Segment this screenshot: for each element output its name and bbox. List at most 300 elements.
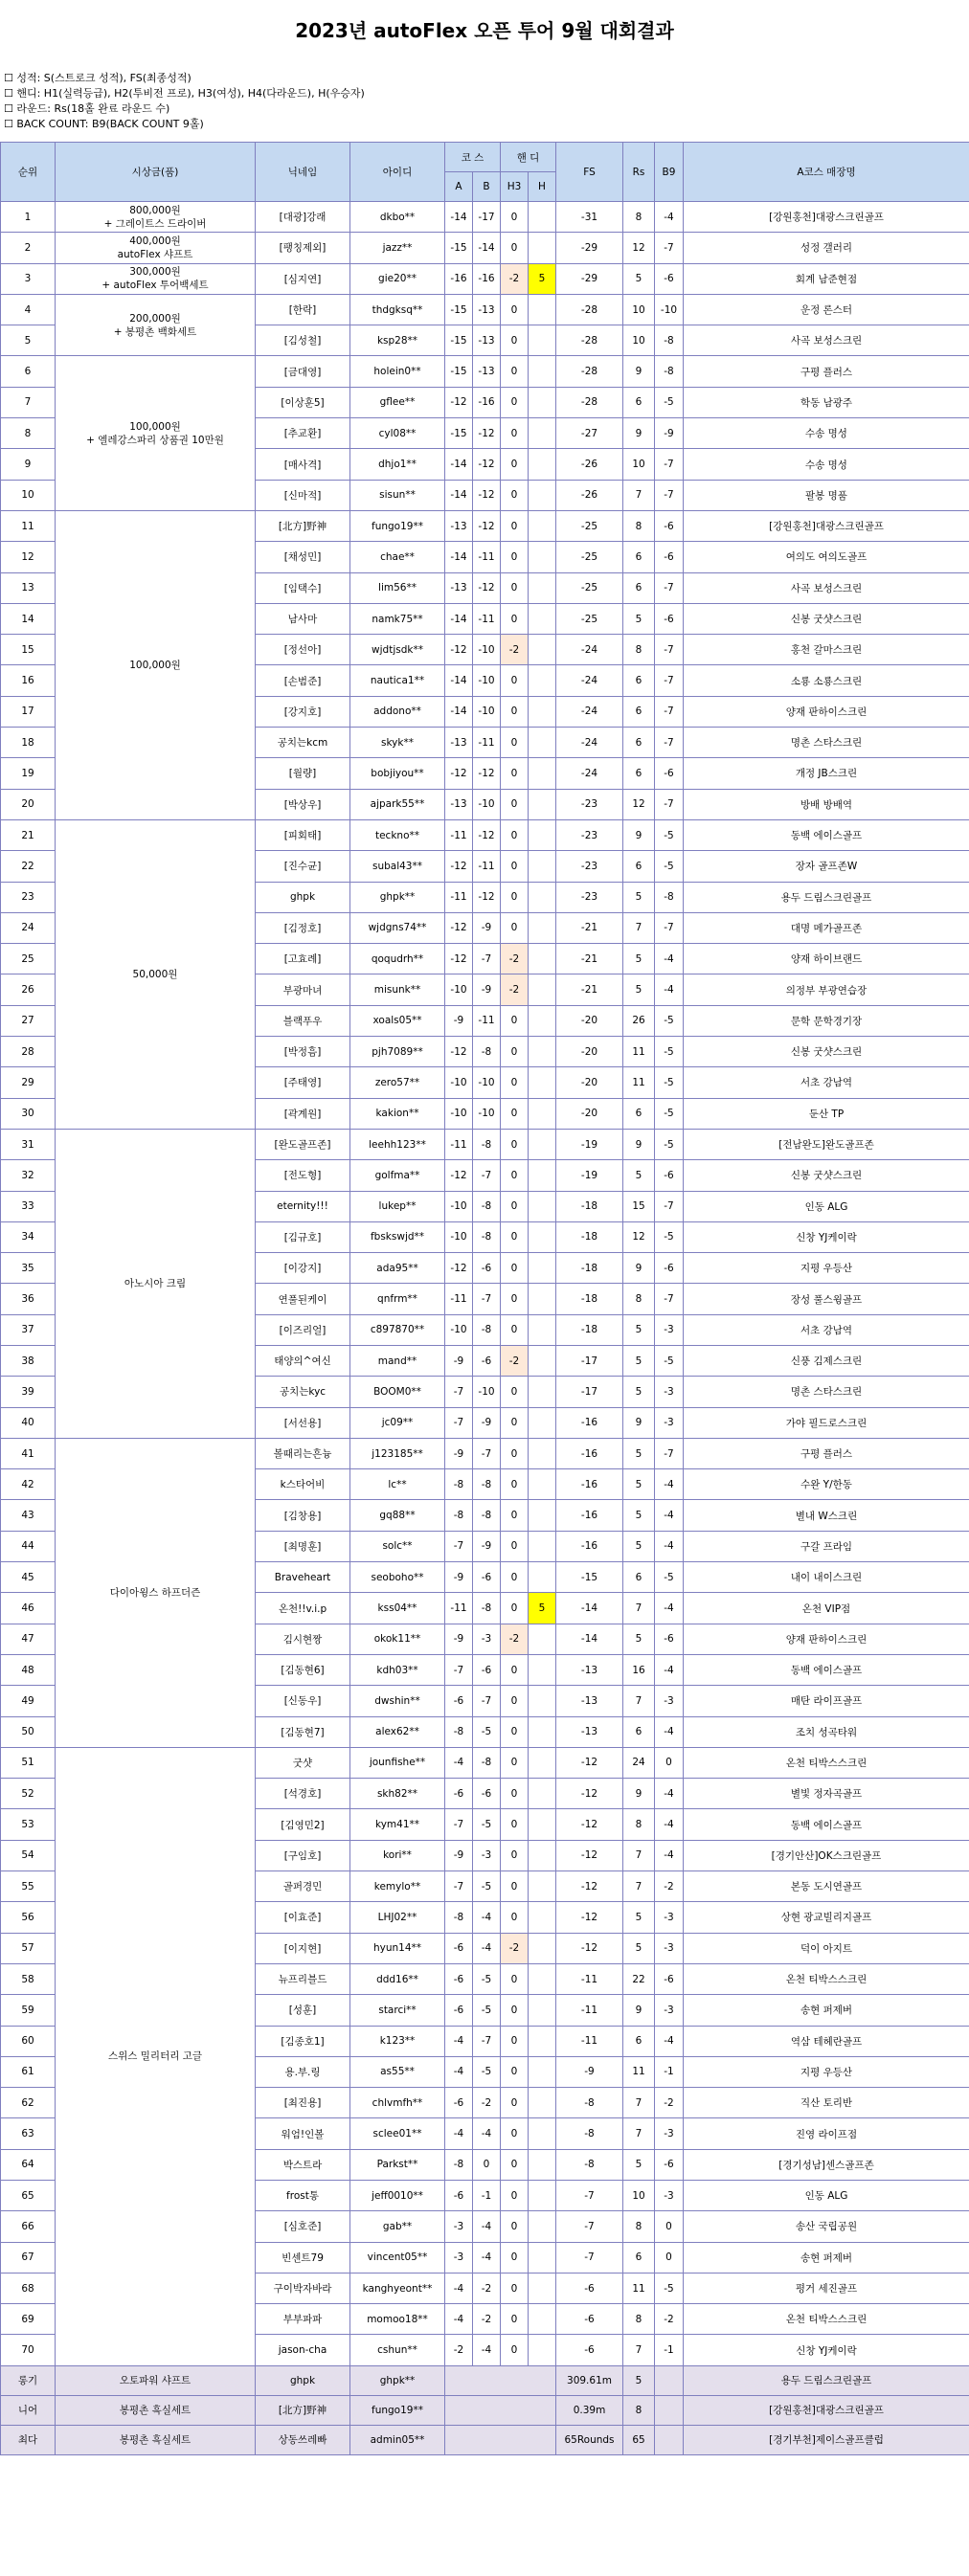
id-cell: mand** [350,1345,445,1376]
rounds-cell: 8 [623,2211,655,2242]
header-a: A [445,172,473,202]
final-score-cell: -23 [556,819,623,850]
rounds-cell: 6 [623,572,655,603]
backcount-cell: -4 [655,1469,684,1500]
score-b-cell: -17 [473,202,501,233]
backcount-cell: -4 [655,944,684,974]
handicap-h3-cell: 0 [501,728,529,758]
prize-cell: 아노시아 크림 [56,1129,256,1438]
handicap-h-cell [529,1160,556,1191]
score-b-cell: -11 [473,728,501,758]
rank-cell: 49 [1,1686,56,1716]
score-b-cell: -10 [473,665,501,696]
rank-cell: 40 [1,1407,56,1438]
score-a-cell: -12 [445,635,473,665]
nickname-cell: [박상우] [256,789,350,819]
nickname-cell: 공치는kcm [256,728,350,758]
rank-cell: 25 [1,944,56,974]
final-score-cell: -24 [556,728,623,758]
rounds-cell: 5 [623,603,655,634]
rounds-cell: 26 [623,1005,655,1036]
rounds-cell: 7 [623,1686,655,1716]
venue-cell: 송산 국립공원 [684,2211,969,2242]
backcount-cell: -6 [655,1253,684,1284]
score-a-cell: -6 [445,1963,473,1994]
rounds-cell: 6 [623,696,655,727]
nickname-cell: [전도형] [256,1160,350,1191]
score-b-cell: -12 [473,418,501,449]
handicap-h-cell [529,1284,556,1314]
note-rounds: ☐ 라운드: Rs(18홀 완료 라운드 수) [4,102,170,115]
score-a-cell: -7 [445,1407,473,1438]
handicap-h-cell [529,974,556,1005]
venue-cell: 명촌 스타스크린 [684,728,969,758]
score-b-cell: -2 [473,2273,501,2303]
rank-cell: 4 [1,294,56,325]
rounds-cell: 6 [623,1098,655,1129]
score-a-cell: -12 [445,758,473,789]
venue-cell: 동백 에이스골프 [684,1809,969,1840]
handicap-h-cell [529,696,556,727]
award-label-cell: 최다 [1,2425,56,2454]
score-b-cell: -10 [473,789,501,819]
handicap-h-cell [529,789,556,819]
header-rank: 순위 [1,143,56,202]
final-score-cell: -12 [556,1779,623,1809]
final-score-cell: -18 [556,1221,623,1252]
handicap-h-cell [529,1005,556,1036]
score-b-cell: -8 [473,1129,501,1159]
id-cell: okok11** [350,1624,445,1654]
id-cell: alex62** [350,1716,445,1747]
score-a-cell: -3 [445,2242,473,2273]
rounds-cell: 16 [623,1654,655,1685]
id-cell: subal43** [350,851,445,882]
handicap-h-cell [529,665,556,696]
id-cell: hyun14** [350,1933,445,1963]
venue-cell: 인동 ALG [684,2181,969,2211]
score-a-cell: -16 [445,263,473,294]
score-a-cell: -8 [445,1500,473,1531]
nickname-cell: [완도골프존] [256,1129,350,1159]
handicap-h-cell [529,387,556,417]
id-cell: ajpark55** [350,789,445,819]
score-b-cell: -12 [473,510,501,541]
rank-cell: 35 [1,1253,56,1284]
final-score-cell: -7 [556,2181,623,2211]
header-h3: H3 [501,172,529,202]
score-b-cell: -9 [473,1407,501,1438]
backcount-cell: -7 [655,233,684,263]
nickname-cell: 워엄!인볼 [256,2118,350,2149]
score-a-cell: -8 [445,1469,473,1500]
rounds-cell: 15 [623,1191,655,1221]
nickname-cell: [강지호] [256,696,350,727]
handicap-h3-cell: 0 [501,1562,529,1593]
score-a-cell: -12 [445,944,473,974]
rounds-cell: 22 [623,1963,655,1994]
backcount-cell: -5 [655,1067,684,1098]
handicap-h-cell [529,851,556,882]
handicap-h-cell [529,1933,556,1963]
venue-cell: 신봉 굿샷스크린 [684,603,969,634]
handicap-h3-cell: 0 [501,789,529,819]
nickname-cell: [김동현6] [256,1654,350,1685]
score-b-cell: -10 [473,696,501,727]
handicap-h3-cell: 0 [501,418,529,449]
nickname-cell: [고효례] [256,944,350,974]
id-cell: skh82** [350,1779,445,1809]
final-score-cell: -14 [556,1593,623,1624]
rounds-cell: 9 [623,1995,655,2026]
award-nickname-cell: 상동쓰레빠 [256,2425,350,2454]
table-row [1,1129,969,1159]
score-b-cell: -8 [473,1747,501,1778]
handicap-h3-cell: 0 [501,819,529,850]
rank-cell: 38 [1,1345,56,1376]
id-cell: chlvmfh** [350,2088,445,2118]
venue-cell: 신봉 굿샷스크린 [684,1037,969,1067]
backcount-cell: -4 [655,1531,684,1561]
handicap-h3-cell: 0 [501,1747,529,1778]
id-cell: Parkst** [350,2149,445,2180]
nickname-cell: [손범준] [256,665,350,696]
score-b-cell: -8 [473,1469,501,1500]
rounds-cell: 11 [623,1037,655,1067]
header-fs: FS [556,143,623,202]
nickname-cell: 김시현짱 [256,1624,350,1654]
nickname-cell: 빈센트79 [256,2242,350,2273]
final-score-cell: -12 [556,1840,623,1870]
backcount-cell: -6 [655,510,684,541]
handicap-h-cell [529,1191,556,1221]
score-b-cell: -5 [473,1871,501,1902]
handicap-h3-cell: 0 [501,294,529,325]
score-a-cell: -11 [445,1129,473,1159]
score-b-cell: -8 [473,1191,501,1221]
handicap-h-cell [529,1654,556,1685]
score-b-cell: -14 [473,233,501,263]
rank-cell: 62 [1,2088,56,2118]
handicap-h-cell [529,1963,556,1994]
nickname-cell: 온천!!v.i.p [256,1593,350,1624]
backcount-cell: -1 [655,2056,684,2087]
backcount-cell: -7 [655,789,684,819]
id-cell: zero57** [350,1067,445,1098]
score-a-cell: -10 [445,1098,473,1129]
nickname-cell: [김창용] [256,1500,350,1531]
venue-cell: 방배 방배역 [684,789,969,819]
rounds-cell: 5 [623,1624,655,1654]
header-prize: 시상금(품) [56,143,256,202]
final-score-cell: -20 [556,1037,623,1067]
rank-cell: 65 [1,2181,56,2211]
venue-cell: 별내 W스크린 [684,1500,969,1531]
rank-cell: 43 [1,1500,56,1531]
award-rounds-cell: 5 [623,2365,655,2395]
handicap-h3-cell: 0 [501,1779,529,1809]
score-b-cell: -10 [473,635,501,665]
handicap-h3-cell: 0 [501,1377,529,1407]
id-cell: golfma** [350,1160,445,1191]
backcount-cell: -3 [655,2118,684,2149]
note-score: ☐ 성적: S(스트로크 성적), FS(최종성적) [4,72,192,84]
header-b9: B9 [655,143,684,202]
score-a-cell: -11 [445,819,473,850]
id-cell: starci** [350,1995,445,2026]
handicap-h3-cell: 0 [501,603,529,634]
score-b-cell: -7 [473,1160,501,1191]
handicap-h-cell [529,1221,556,1252]
venue-cell: 온천 VIP점 [684,1593,969,1624]
nickname-cell: [신동우] [256,1686,350,1716]
score-a-cell: -9 [445,1345,473,1376]
score-a-cell: -4 [445,2118,473,2149]
final-score-cell: -16 [556,1531,623,1561]
score-a-cell: -13 [445,789,473,819]
rounds-cell: 9 [623,1779,655,1809]
rank-cell: 41 [1,1438,56,1468]
score-b-cell: 0 [473,2149,501,2180]
final-score-cell: -24 [556,758,623,789]
venue-cell: 문학 문학경기장 [684,1005,969,1036]
award-nickname-cell: ghpk [256,2365,350,2395]
nickname-cell: [박정흠] [256,1037,350,1067]
score-b-cell: -11 [473,603,501,634]
final-score-cell: -19 [556,1129,623,1159]
id-cell: kym41** [350,1809,445,1840]
table-row [1,1438,969,1468]
final-score-cell: -6 [556,2304,623,2335]
award-venue-cell: [경기부천]제이스골프클럽 [684,2425,969,2454]
backcount-cell: -7 [655,635,684,665]
nickname-cell: jason-cha [256,2335,350,2365]
handicap-h-cell [529,542,556,572]
rank-cell: 17 [1,696,56,727]
rank-cell: 1 [1,202,56,233]
final-score-cell: -16 [556,1438,623,1468]
id-cell: kemylo** [350,1871,445,1902]
score-b-cell: -11 [473,542,501,572]
handicap-h-cell [529,1407,556,1438]
nickname-cell: [이상훈5] [256,387,350,417]
table-row [1,263,969,294]
score-b-cell: -16 [473,387,501,417]
score-a-cell: -6 [445,1686,473,1716]
venue-cell: 학동 남광주 [684,387,969,417]
score-a-cell: -11 [445,1284,473,1314]
venue-cell: 진영 라이프점 [684,2118,969,2149]
score-a-cell: -8 [445,1716,473,1747]
header-h: H [529,172,556,202]
nickname-cell: 공치는kyc [256,1377,350,1407]
score-a-cell: -9 [445,1005,473,1036]
rank-cell: 46 [1,1593,56,1624]
rank-cell: 16 [1,665,56,696]
final-score-cell: -17 [556,1377,623,1407]
backcount-cell: -7 [655,696,684,727]
notes [0,61,969,142]
handicap-h-cell [529,1871,556,1902]
score-b-cell: -8 [473,1500,501,1531]
id-cell: momoo18** [350,2304,445,2335]
id-cell: jeff0010** [350,2181,445,2211]
venue-cell: 수송 명성 [684,449,969,480]
venue-cell: 장자 골프존W [684,851,969,882]
score-b-cell: -9 [473,974,501,1005]
final-score-cell: -19 [556,1160,623,1191]
rounds-cell: 10 [623,294,655,325]
score-a-cell: -4 [445,1747,473,1778]
venue-cell: 평거 세진골프 [684,2273,969,2303]
venue-cell: 양재 판하이스크린 [684,696,969,727]
handicap-h3-cell: 0 [501,1438,529,1468]
table-row [1,819,969,850]
id-cell: qoqudrh** [350,944,445,974]
handicap-h-cell [529,635,556,665]
score-b-cell: -5 [473,1963,501,1994]
nickname-cell: [임택수] [256,572,350,603]
handicap-h3-cell: 0 [501,1098,529,1129]
rank-cell: 52 [1,1779,56,1809]
handicap-h3-cell: 0 [501,1840,529,1870]
backcount-cell: -6 [655,758,684,789]
rank-cell: 44 [1,1531,56,1561]
venue-cell: 구평 플러스 [684,1438,969,1468]
prize-cell: 100,000원 + 엘레강스파리 상품권 10만원 [56,356,256,510]
rounds-cell: 8 [623,202,655,233]
award-venue-cell: 용두 드림스크린골프 [684,2365,969,2395]
handicap-h3-cell: 0 [501,1902,529,1933]
handicap-h3-cell: 0 [501,356,529,387]
nickname-cell: [김종호1] [256,2026,350,2056]
score-b-cell: -6 [473,1779,501,1809]
score-a-cell: -6 [445,1933,473,1963]
rank-cell: 60 [1,2026,56,2056]
rank-cell: 3 [1,263,56,294]
rank-cell: 36 [1,1284,56,1314]
handicap-h-cell: 5 [529,263,556,294]
handicap-h3-cell: 0 [501,542,529,572]
handicap-h-cell [529,2056,556,2087]
score-b-cell: -3 [473,1624,501,1654]
final-score-cell: -21 [556,944,623,974]
score-b-cell: -2 [473,2304,501,2335]
backcount-cell: -3 [655,1933,684,1963]
rank-cell: 8 [1,418,56,449]
rank-cell: 7 [1,387,56,417]
handicap-h3-cell: 0 [501,1221,529,1252]
rounds-cell: 5 [623,1345,655,1376]
backcount-cell: -6 [655,263,684,294]
backcount-cell: -2 [655,1871,684,1902]
handicap-h3-cell: 0 [501,510,529,541]
rounds-cell: 5 [623,1314,655,1345]
venue-cell: 여의도 여의도골프 [684,542,969,572]
score-b-cell: -13 [473,294,501,325]
score-b-cell: -6 [473,1654,501,1685]
rounds-cell: 5 [623,2149,655,2180]
score-b-cell: -9 [473,912,501,943]
handicap-h-cell [529,1098,556,1129]
handicap-h3-cell: 0 [501,2304,529,2335]
nickname-cell: 골퍼경민 [256,1871,350,1902]
header-handicap: 핸 디 [501,143,556,172]
final-score-cell: -8 [556,2149,623,2180]
handicap-h3-cell: 0 [501,2242,529,2273]
score-b-cell: -10 [473,1377,501,1407]
venue-cell: 신창 YJ케이락 [684,2335,969,2365]
rounds-cell: 8 [623,635,655,665]
backcount-cell: -4 [655,2026,684,2056]
backcount-cell: -7 [655,449,684,480]
final-score-cell: -27 [556,418,623,449]
backcount-cell: -6 [655,542,684,572]
final-score-cell: -29 [556,233,623,263]
final-score-cell: -12 [556,1747,623,1778]
id-cell: holein0** [350,356,445,387]
nickname-cell: [최진용] [256,2088,350,2118]
id-cell: gq88** [350,1500,445,1531]
final-score-cell: -23 [556,882,623,912]
handicap-h-cell [529,1469,556,1500]
table-row [1,1747,969,1778]
score-b-cell: -4 [473,2118,501,2149]
handicap-h3-cell: 0 [501,1037,529,1067]
backcount-cell: -5 [655,851,684,882]
backcount-cell: 0 [655,2211,684,2242]
final-score-cell: -26 [556,480,623,510]
score-a-cell: -4 [445,2304,473,2335]
handicap-h-cell [529,1377,556,1407]
venue-cell: 수송 명성 [684,418,969,449]
rank-cell: 26 [1,974,56,1005]
score-a-cell: -7 [445,1531,473,1561]
score-a-cell: -14 [445,542,473,572]
rounds-cell: 9 [623,1253,655,1284]
rounds-cell: 7 [623,912,655,943]
final-score-cell: -16 [556,1500,623,1531]
handicap-h3-cell: 0 [501,2026,529,2056]
handicap-h3-cell: 0 [501,572,529,603]
score-b-cell: -3 [473,1840,501,1870]
rank-cell: 15 [1,635,56,665]
handicap-h3-cell: 0 [501,1253,529,1284]
handicap-h-cell [529,2211,556,2242]
id-cell: dhjo1** [350,449,445,480]
rank-cell: 53 [1,1809,56,1840]
rounds-cell: 10 [623,2181,655,2211]
handicap-h3-cell: -2 [501,635,529,665]
final-score-cell: -6 [556,2335,623,2365]
final-score-cell: -28 [556,294,623,325]
rank-cell: 51 [1,1747,56,1778]
score-b-cell: -8 [473,1593,501,1624]
handicap-h-cell [529,2304,556,2335]
backcount-cell: -5 [655,819,684,850]
award-nickname-cell: [北方]野神 [256,2395,350,2425]
backcount-cell: -7 [655,1284,684,1314]
final-score-cell: -18 [556,1191,623,1221]
handicap-h-cell [529,1438,556,1468]
venue-cell: 회계 남준현점 [684,263,969,294]
venue-cell: 소룡 소룡스크린 [684,665,969,696]
rank-cell: 50 [1,1716,56,1747]
award-prize-cell: 봉평촌 흑실세트 [56,2395,256,2425]
id-cell: gie20** [350,263,445,294]
rank-cell: 11 [1,510,56,541]
rounds-cell: 7 [623,1840,655,1870]
